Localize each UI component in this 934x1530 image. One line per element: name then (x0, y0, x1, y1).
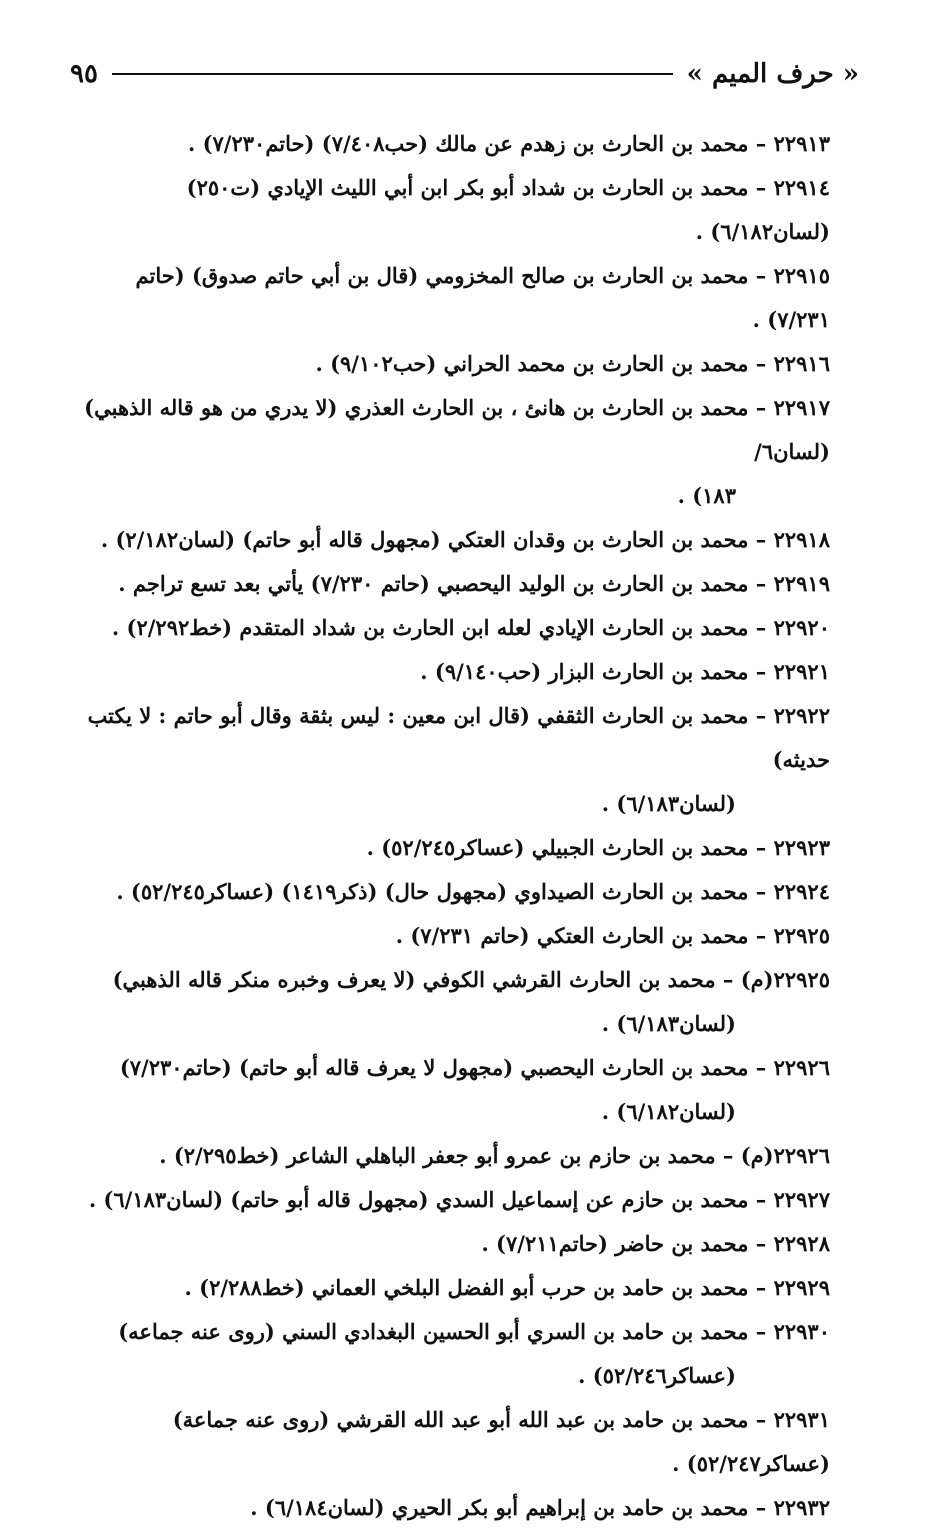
running-header (70, 52, 859, 96)
header-rule (112, 73, 673, 75)
entry-text: – محمد بن الحارث بن زهدم عن مالك (حب٧/٤٠٨) (حاتم٧/٢٣٠) . (187, 131, 767, 156)
entry-continuation: (لسان٦/١٨٣) . (601, 791, 736, 816)
entry-number: ٢٢٩١٥ (773, 263, 830, 288)
entry-continuation: (لسان٦/١٨٣) . (601, 1011, 736, 1036)
entry-continuation: (عساكر٥٢/٢٤٦) . (578, 1363, 736, 1388)
entry-item (72, 1310, 830, 1398)
chapter-title: « حرف الميم » (686, 59, 859, 89)
entry-item (72, 254, 830, 342)
entry-text: – محمد بن الحارث بن شداد أبو بكر ابن أبي الليث الإيادي (ت٢٥٠) (لسان٦/١٨٢) . (186, 175, 830, 244)
entry-text: – محمد بن حاضر (حاتم٧/٢١١) . (481, 1231, 767, 1256)
entry-item (72, 1178, 830, 1222)
entry-item (72, 870, 830, 914)
entry-item (72, 1222, 830, 1266)
entry-number: ٢٢٩١٦ (773, 351, 830, 376)
entry-text: – محمد بن الحارث القرشي الكوفي (لا يعرف وخبره منكر قاله الذهبي) (112, 967, 734, 992)
entry-item (72, 694, 830, 826)
entry-item (72, 166, 830, 254)
entry-text: – محمد بن الحارث بن هانئ ، بن الحارث العذري (لا يدري من هو قاله الذهبي) (لسان٦/ (84, 395, 830, 464)
entry-continuation: ١٨٣) . (677, 483, 736, 508)
entry-text: – محمد بن حازم عن إسماعيل السدي (مجهول قاله أبو حاتم) (لسان٦/١٨٣) . (88, 1187, 767, 1212)
entry-text: – محمد بن الحارث العتكي (حاتم ٧/٢٣١) . (395, 923, 767, 948)
entry-number: ٢٢٩٢٥(م) (740, 967, 830, 992)
entry-number: ٢٢٩٢٦ (773, 1055, 830, 1080)
entry-text: – محمد بن الحارث بن الوليد اليحصبي (حاتم ٧/٢٣٠) يأتي بعد تسع تراجم . (118, 571, 767, 596)
entry-item (72, 562, 830, 606)
entry-number: ٢٢٩١٩ (773, 571, 830, 596)
entry-item (72, 606, 830, 650)
entry-number: ٢٢٩٢٣ (773, 835, 830, 860)
entry-item (72, 1398, 830, 1486)
entry-number: ٢٢٩٢٤ (773, 879, 830, 904)
entry-number: ٢٢٩٢٨ (773, 1231, 830, 1256)
entry-item (72, 826, 830, 870)
entry-text: – محمد بن الحارث بن صالح المخزومي (قال بن أبي حاتم صدوق) (حاتم ٧/٢٣١) . (135, 263, 830, 332)
entry-number: ٢٢٩٢٥ (773, 923, 830, 948)
entry-number: ٢٢٩١٨ (773, 527, 830, 552)
entry-number: ٢٢٩١٤ (773, 175, 830, 200)
entry-text: – محمد بن حامد بن إبراهيم أبو بكر الحيري (لسان٦/١٨٤) . (250, 1495, 767, 1520)
entry-item (72, 914, 830, 958)
entry-item (72, 1266, 830, 1310)
entry-item (72, 1134, 830, 1178)
entry-number: ٢٢٩٢٩ (773, 1275, 830, 1300)
entry-item (72, 386, 830, 518)
entry-text: – محمد بن الحارث الصيداوي (مجهول حال) (ذكر١٤١٩) (عساكر٥٢/٢٤٥) . (116, 879, 767, 904)
entry-number: ٢٢٩٣١ (773, 1407, 830, 1432)
entry-text: – محمد بن الحارث الإيادي لعله ابن الحارث بن شداد المتقدم (خط٢/٢٩٢) . (111, 615, 767, 640)
entry-item (72, 518, 830, 562)
entry-text: – محمد بن الحارث اليحصبي (مجهول لا يعرف قاله أبو حاتم) (حاتم٧/٢٣٠) (119, 1055, 767, 1080)
entry-text: – محمد بن الحارث البزار (حب٩/١٤٠) . (420, 659, 767, 684)
entry-item (72, 958, 830, 1046)
entry-continuation: (لسان٦/١٨٢) . (601, 1099, 736, 1124)
entry-number: ٢٢٩٢٠ (773, 615, 830, 640)
entry-number: ٢٢٩٣٠ (773, 1319, 830, 1344)
entry-item (72, 1486, 830, 1530)
entry-number: ٢٢٩٢٦(م) (740, 1143, 830, 1168)
entry-text: – محمد بن حازم بن عمرو أبو جعفر الباهلي الشاعر (خط٢/٢٩٥) . (159, 1143, 734, 1168)
entry-item (72, 650, 830, 694)
entry-text: – محمد بن حامد بن السري أبو الحسين البغدادي السني (روى عنه جماعه) (118, 1319, 767, 1344)
entry-number: ٢٢٩١٣ (773, 131, 830, 156)
entry-text: – محمد بن حامد بن عبد الله أبو عبد الله القرشي (روى عنه جماعة) (عساكر٥٢/٢٤٧) . (172, 1407, 830, 1476)
entry-item (72, 1046, 830, 1134)
entry-text: – محمد بن الحارث الثقفي (قال ابن معين : ليس بثقة وقال أبو حاتم : لا يكتب حديثه) (87, 703, 830, 772)
entry-text: – محمد بن حامد بن حرب أبو الفضل البلخي العماني (خط٢/٢٨٨) . (184, 1275, 767, 1300)
entry-number: ٢٢٩١٧ (773, 395, 830, 420)
page-number: ٩٥ (70, 59, 98, 89)
entry-list (72, 122, 830, 1530)
entry-text: – محمد بن الحارث الجبيلي (عساكر٥٢/٢٤٥) . (366, 835, 767, 860)
entry-item (72, 122, 830, 166)
entry-number: ٢٢٩٢٧ (773, 1187, 830, 1212)
entry-item (72, 342, 830, 386)
entry-number: ٢٢٩٢٢ (773, 703, 830, 728)
entry-text: – محمد بن الحارث بن محمد الحراني (حب٩/١٠٢) . (315, 351, 767, 376)
entry-number: ٢٢٩٢١ (773, 659, 830, 684)
entry-text: – محمد بن الحارث بن وقدان العتكي (مجهول قاله أبو حاتم) (لسان٢/١٨٢) . (100, 527, 767, 552)
entry-number: ٢٢٩٣٢ (773, 1495, 830, 1520)
